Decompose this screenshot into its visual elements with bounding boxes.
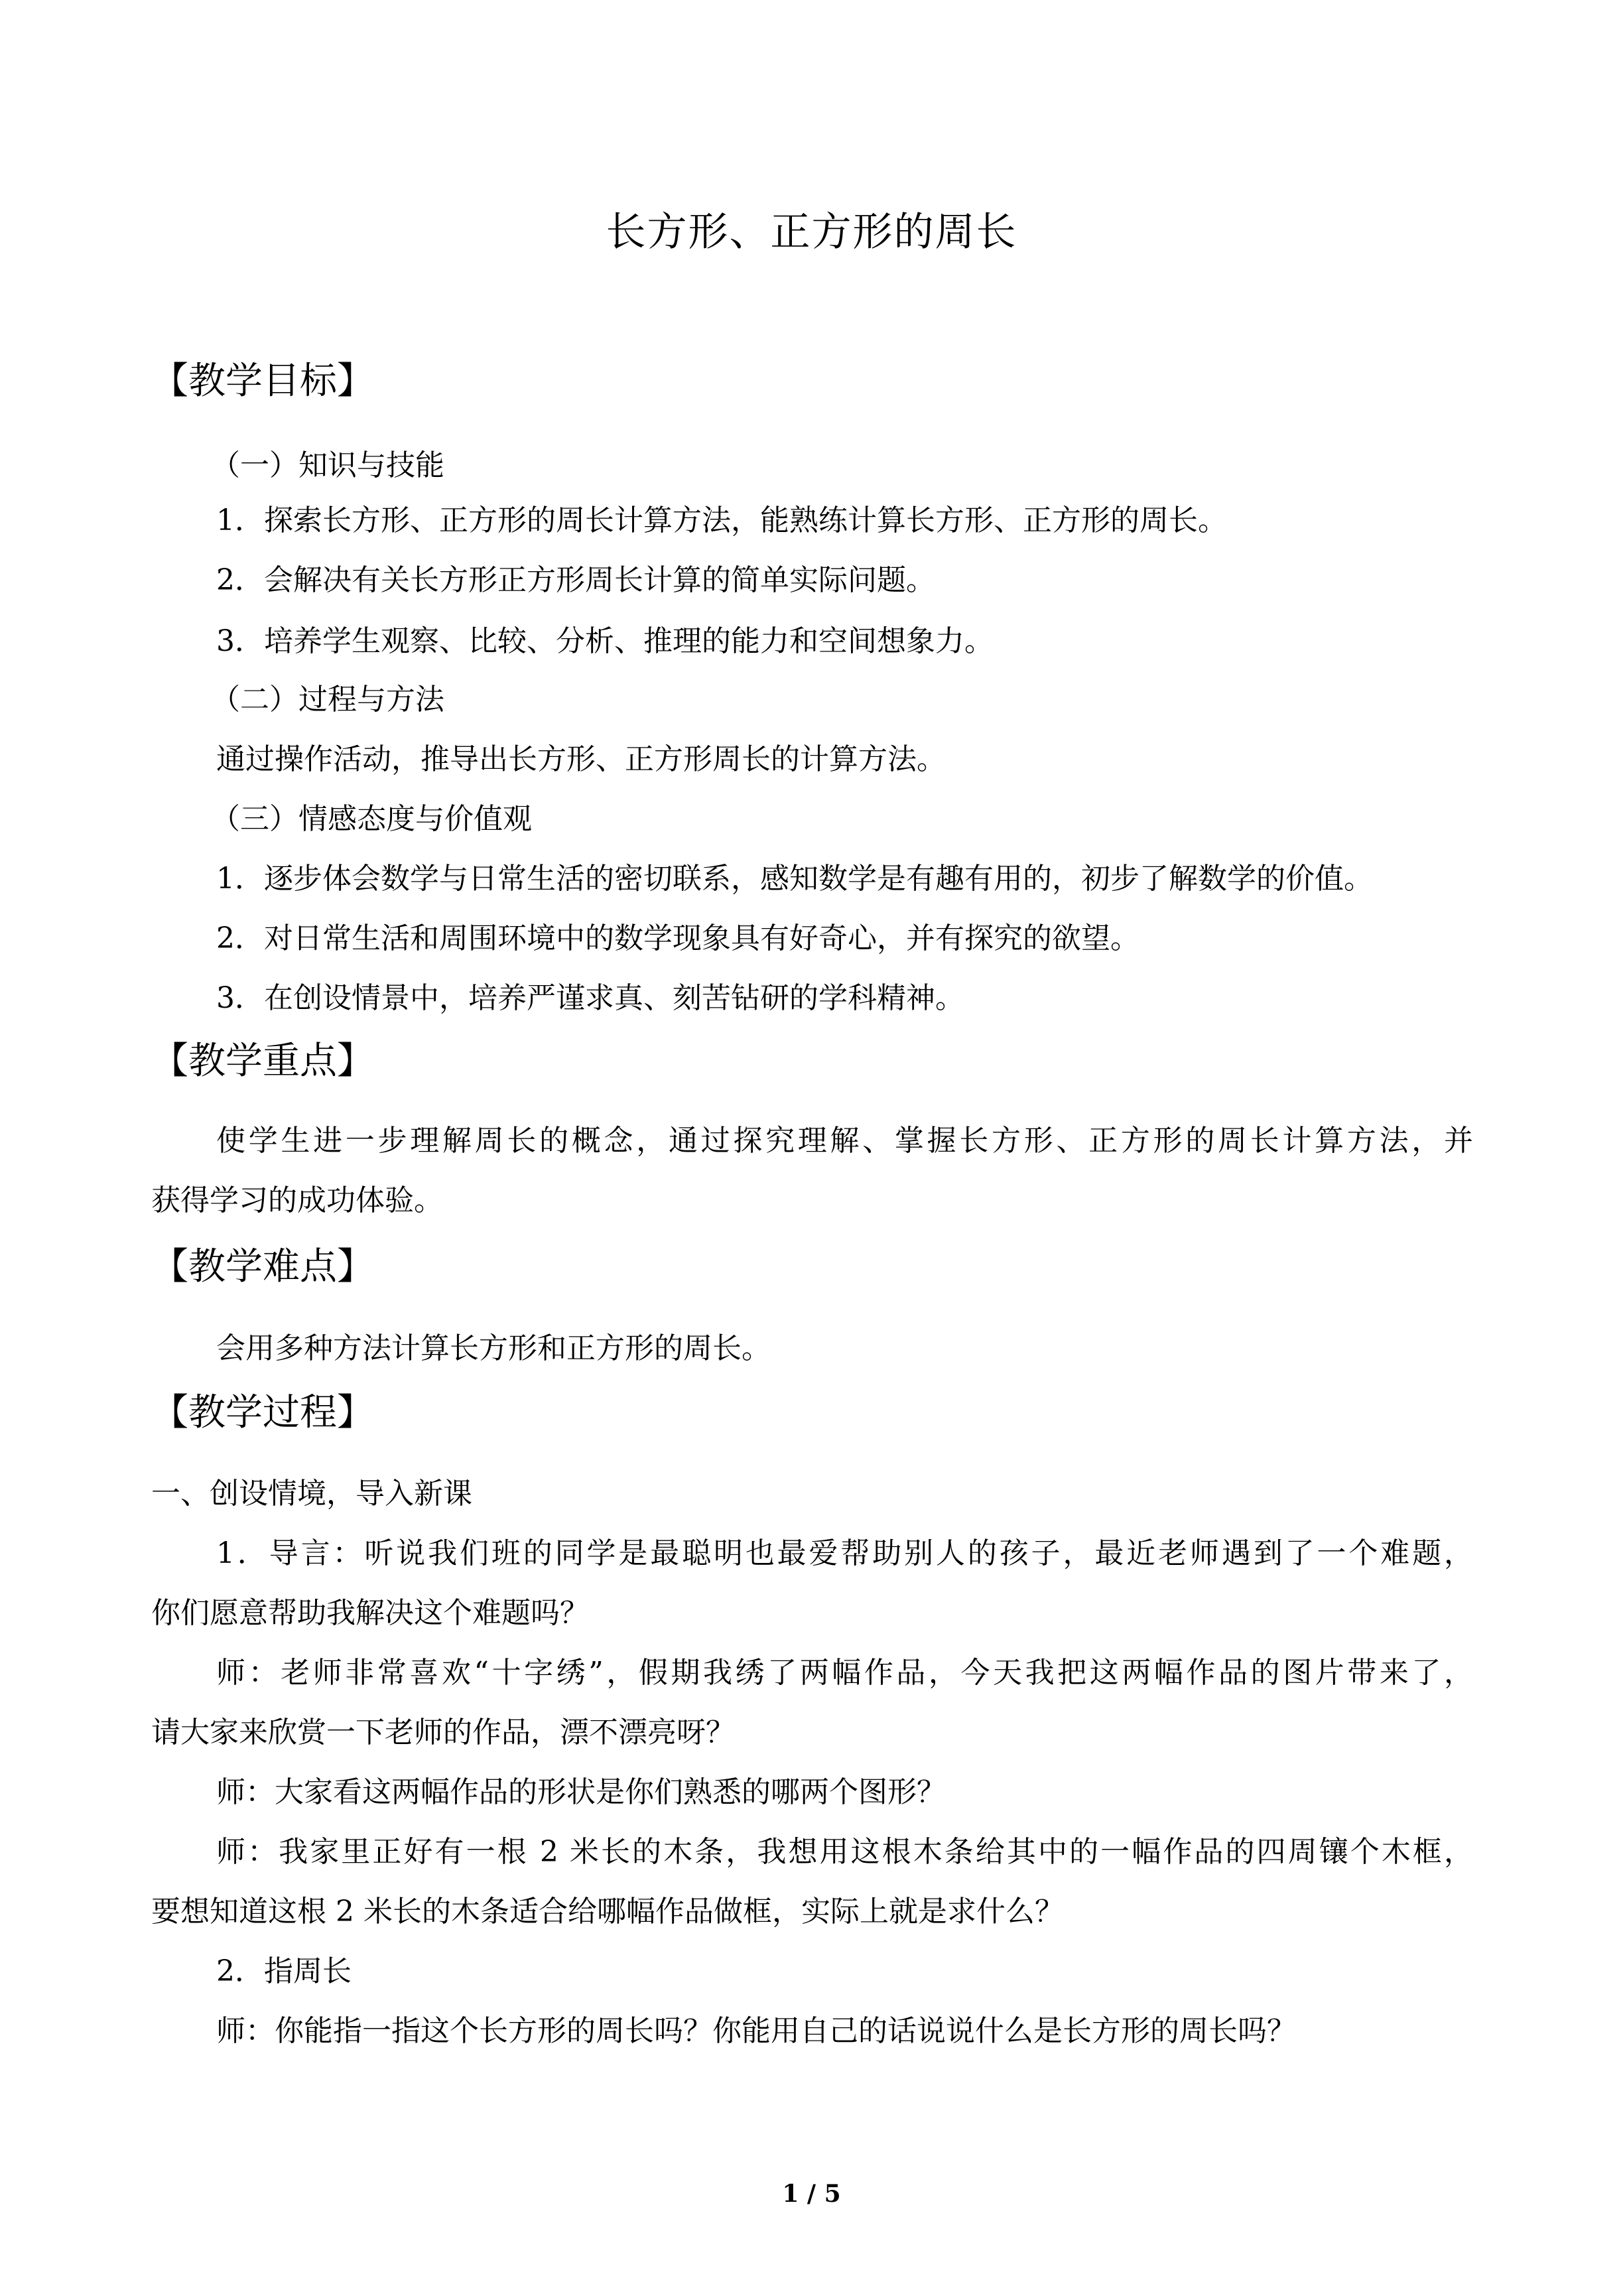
process-paragraph: 2．指周长 <box>216 1954 352 1988</box>
section-heading-objectives: 【教学目标】 <box>151 360 374 403</box>
page-number: 1 / 5 <box>782 2180 841 2208</box>
subheading-process-method: （二）过程与方法 <box>211 683 444 716</box>
difficulties-text: 会用多种方法计算长方形和正方形的周长。 <box>216 1331 771 1365</box>
process-paragraph: 要想知道这根 2 米长的木条适合给哪幅作品做框，实际上就是求什么？ <box>151 1895 1064 1928</box>
process-paragraph: 师：大家看这两幅作品的形状是你们熟悉的哪两个图形？ <box>216 1775 946 1809</box>
process-paragraph: 师：老师非常喜欢“十字绣”，假期我绣了两幅作品，今天我把这两幅作品的图片带来了， <box>216 1656 1473 1690</box>
objective-item: 2．会解决有关长方形正方形周长计算的简单实际问题。 <box>216 563 935 597</box>
objective-item: 2．对日常生活和周围环境中的数学现象具有好奇心，并有探究的欲望。 <box>216 921 1139 955</box>
process-paragraph: 师：你能指一指这个长方形的周长吗？你能用自己的话说说什么是长方形的周长吗？ <box>216 2014 1296 2048</box>
objective-item: 1．逐步体会数学与日常生活的密切联系，感知数学是有趣有用的，初步了解数学的价值。 <box>216 862 1373 896</box>
key-points-text: 获得学习的成功体验。 <box>151 1183 443 1217</box>
section-heading-difficulties: 【教学难点】 <box>151 1245 374 1288</box>
process-paragraph: 1．导言：听说我们班的同学是最聪明也最爱帮助别人的孩子，最近老师遇到了一个难题， <box>216 1536 1473 1570</box>
objective-item: 3．在创设情景中，培养严谨求真、刻苦钻研的学科精神。 <box>216 981 964 1015</box>
subheading-knowledge-skills: （一）知识与技能 <box>211 448 444 482</box>
process-paragraph: 你们愿意帮助我解决这个难题吗？ <box>151 1596 589 1630</box>
subheading-attitudes-values: （三）情感态度与价值观 <box>211 802 532 836</box>
section-heading-process: 【教学过程】 <box>151 1391 374 1434</box>
process-paragraph: 请大家来欣赏一下老师的作品，漂不漂亮呀？ <box>151 1716 735 1749</box>
key-points-text: 使学生进一步理解周长的概念，通过探究理解、掌握长方形、正方形的周长计算方法，并 <box>216 1124 1473 1158</box>
section-heading-key-points: 【教学重点】 <box>151 1040 374 1083</box>
objective-text: 通过操作活动，推导出长方形、正方形周长的计算方法。 <box>216 742 946 776</box>
process-part-title: 一、创设情境，导入新课 <box>151 1477 472 1511</box>
objective-item: 1．探索长方形、正方形的周长计算方法，能熟练计算长方形、正方形的周长。 <box>216 504 1227 537</box>
document-title: 长方形、正方形的周长 <box>606 209 1017 255</box>
objective-item: 3．培养学生观察、比较、分析、推理的能力和空间想象力。 <box>216 624 994 658</box>
process-paragraph: 师：我家里正好有一根 2 米长的木条，我想用这根木条给其中的一幅作品的四周镶个木框， <box>216 1835 1473 1869</box>
